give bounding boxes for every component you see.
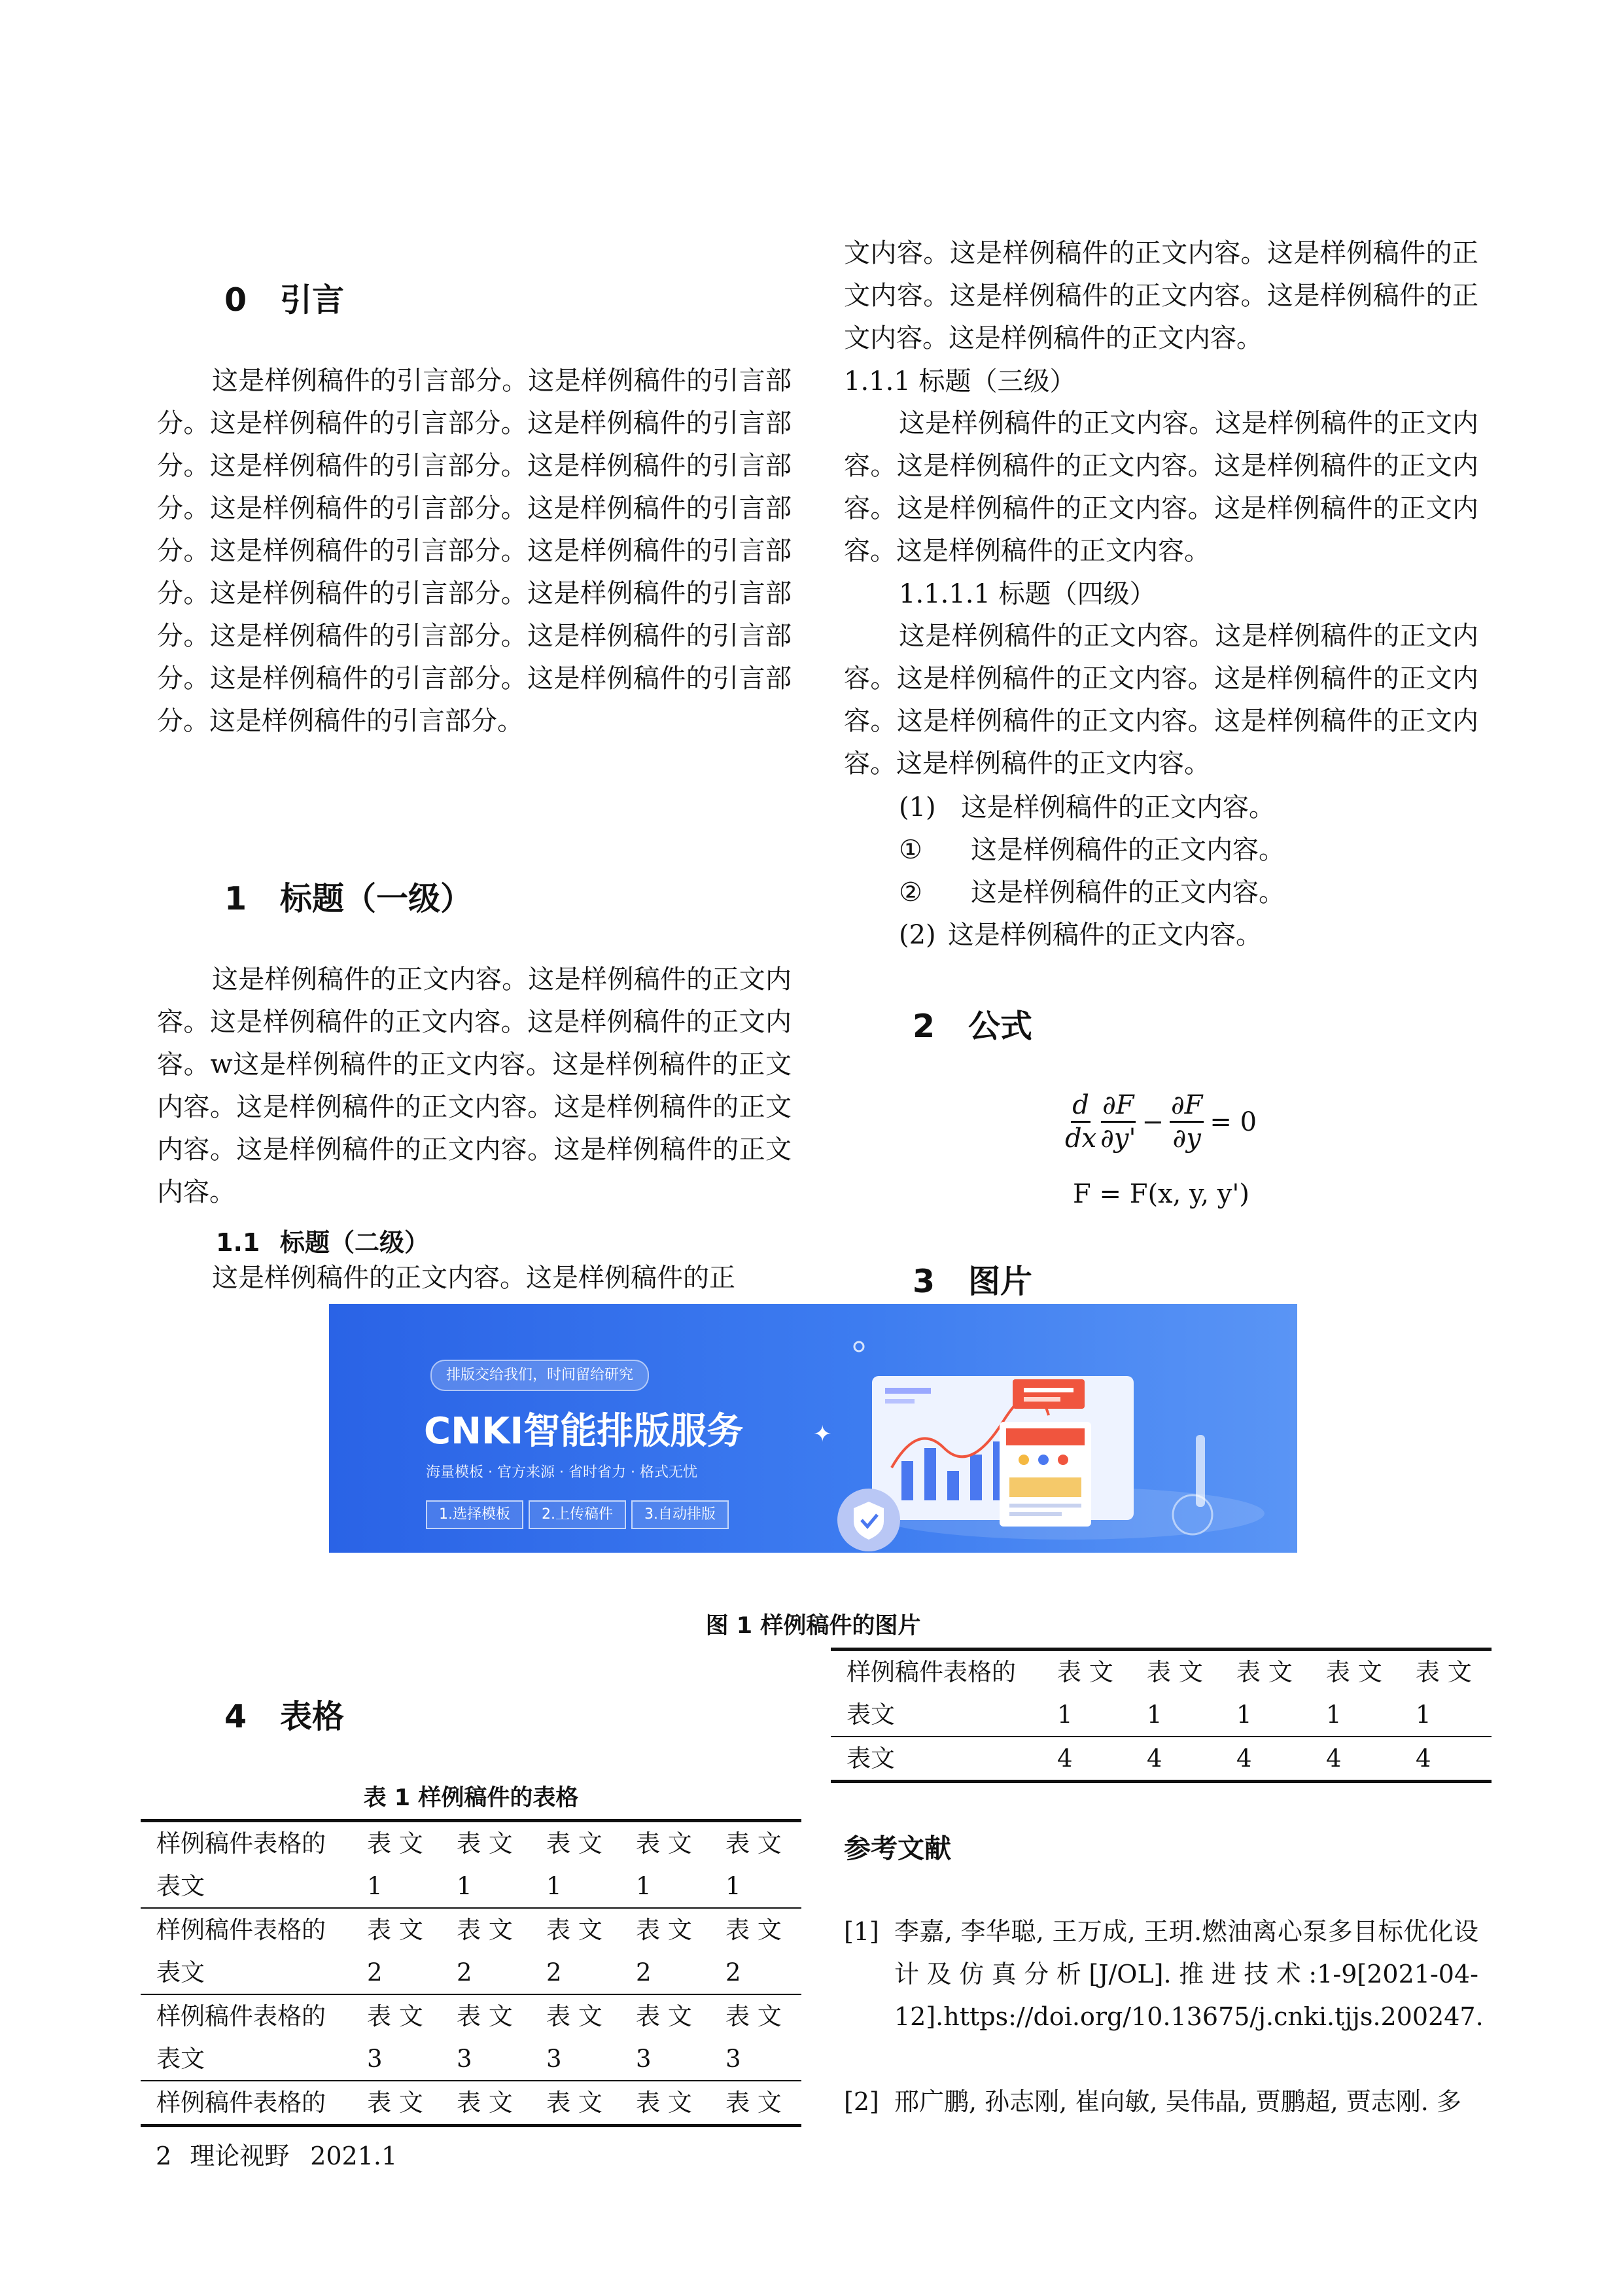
numerator: d bbox=[1071, 1089, 1091, 1123]
table-cell: 3 bbox=[546, 2045, 562, 2073]
light-beam bbox=[1196, 1435, 1205, 1507]
table-cell: 表 文 bbox=[636, 1829, 692, 1858]
reference-text: 邢广鹏, 孙志刚, 崔向敏, 吴伟晶, 贾鹏超, 贾志刚. 多 bbox=[894, 2087, 1461, 2116]
heading-title: 标题（一级） bbox=[280, 880, 473, 917]
reference-item bbox=[844, 1911, 1484, 2038]
list-text: 这是样例稿件的正文内容。 bbox=[971, 877, 1285, 908]
list-marker: (2) bbox=[899, 920, 936, 950]
table-cell: 表文 bbox=[846, 1701, 895, 1729]
table-row bbox=[141, 2081, 801, 2126]
heading-number: 2 bbox=[913, 1008, 935, 1045]
fraction-d-dx bbox=[1065, 1089, 1096, 1154]
denominator: dx bbox=[1065, 1123, 1097, 1154]
table-row bbox=[141, 2038, 801, 2081]
banner-step-1: 1.选择模板 bbox=[426, 1500, 523, 1529]
list-item bbox=[899, 829, 1285, 872]
table-cell: 表文 bbox=[156, 1958, 205, 1987]
equals-zero: = 0 bbox=[1210, 1106, 1257, 1137]
table-cell: 1 bbox=[1057, 1701, 1073, 1729]
list-item bbox=[899, 914, 1262, 957]
table-cell: 表 文 bbox=[367, 1829, 423, 1858]
heading-number: 3 bbox=[913, 1263, 935, 1300]
table-cell: 2 bbox=[636, 1958, 652, 1987]
table-cell: 2 bbox=[367, 1958, 383, 1987]
table-cell: 4 bbox=[1236, 1744, 1252, 1773]
table-cell: 3 bbox=[367, 2045, 383, 2073]
page-number: 2 bbox=[156, 2142, 172, 2170]
table-cell: 1 bbox=[725, 1872, 741, 1900]
table-cell: 1 bbox=[1147, 1701, 1162, 1729]
heading-number: 1 bbox=[224, 880, 247, 917]
sparkle-icon: ✦ bbox=[813, 1421, 832, 1447]
section-1-paragraph: 这是样例稿件的正文内容。这是样例稿件的正文内容。这是样例稿件的正文内容。这是样例稿件的正文内容。w这是样例稿件的正文内容。这是样例稿件的正文内容。这是样例稿件的正文内容。这是样例稿件的正文内容。这是样例稿件的正文内容。这是样例稿件的正文内容。 bbox=[157, 964, 792, 1207]
notification-card-icon bbox=[1013, 1379, 1085, 1409]
table-cell: 表 文 bbox=[367, 2002, 423, 2030]
heading-section-1-1-1-1: 1.1.1.1 标题（四级） bbox=[899, 579, 1156, 609]
table-caption: 表 1 样例稿件的表格 bbox=[363, 1785, 579, 1811]
table-cell: 表文 bbox=[156, 2045, 205, 2073]
chart-bar-icon bbox=[947, 1471, 959, 1500]
table-cell: 表 文 bbox=[725, 1829, 782, 1858]
table-cell: 1 bbox=[1416, 1701, 1431, 1729]
table-cell: 表 文 bbox=[636, 1916, 692, 1944]
document-image-block bbox=[1009, 1477, 1081, 1497]
list-marker: ② bbox=[899, 877, 922, 908]
banner-illustration bbox=[787, 1304, 1297, 1553]
table-cell: 表文 bbox=[156, 1872, 205, 1900]
table-cell: 4 bbox=[1326, 1744, 1342, 1773]
table-cell: 2 bbox=[725, 1958, 741, 1987]
table-cell: 表 文 bbox=[1147, 1658, 1203, 1686]
table-cell: 表 文 bbox=[725, 1916, 782, 1944]
table-cell: 表 文 bbox=[457, 2002, 513, 2030]
document-dot bbox=[1038, 1455, 1049, 1465]
heading-title: 引言 bbox=[280, 281, 345, 319]
reference-text: 李嘉, 李华聪, 王万成, 王玥.燃油离心泵多目标优化设计及仿真分析[J/OL].推进技术:1-9[2021-04-12].https://doi.org/10.13675/j.cnki.tjjs.200247. bbox=[894, 1917, 1484, 2031]
table-cell: 表 文 bbox=[1236, 1658, 1293, 1686]
document-dot bbox=[1019, 1455, 1029, 1465]
table-cell: 样例稿件表格的 bbox=[846, 1658, 1016, 1686]
table-cell: 4 bbox=[1057, 1744, 1073, 1773]
table-cell: 表 文 bbox=[1057, 1658, 1113, 1686]
denominator: ∂y' bbox=[1100, 1123, 1136, 1154]
table-cell: 表 文 bbox=[636, 2002, 692, 2030]
heading-section-1-1 bbox=[216, 1222, 429, 1258]
heading-section-1 bbox=[224, 874, 472, 919]
table-cell: 1 bbox=[1326, 1701, 1342, 1729]
table-cell: 样例稿件表格的 bbox=[156, 1829, 326, 1858]
table-cell: 表 文 bbox=[546, 1916, 602, 1944]
table-row bbox=[831, 1693, 1492, 1737]
section-1-1-1-1-paragraph: 这是样例稿件的正文内容。这是样例稿件的正文内容。这是样例稿件的正文内容。这是样例稿件的正文内容。这是样例稿件的正文内容。这是样例稿件的正文内容。这是样例稿件的正文内容。 bbox=[844, 621, 1478, 779]
table-cell: 表 文 bbox=[1416, 1658, 1472, 1686]
chart-bar-icon bbox=[901, 1461, 913, 1500]
table-cell: 1 bbox=[546, 1872, 562, 1900]
list-item bbox=[899, 872, 1285, 914]
heading-title: 图片 bbox=[968, 1263, 1033, 1300]
reference-number: [2] bbox=[844, 2087, 879, 2116]
table-cell: 表 文 bbox=[367, 1916, 423, 1944]
reference-item bbox=[844, 2081, 1478, 2123]
notification-line bbox=[1024, 1388, 1073, 1392]
table-cell: 表 文 bbox=[546, 2089, 602, 2117]
list-item bbox=[899, 786, 1275, 829]
table-row bbox=[141, 1908, 801, 1951]
table-cell: 1 bbox=[457, 1872, 472, 1900]
table-cell: 表 文 bbox=[1326, 1658, 1382, 1686]
heading-intro bbox=[224, 275, 344, 321]
minus-sign: − bbox=[1142, 1106, 1164, 1137]
list-text: 这是样例稿件的正文内容。 bbox=[948, 920, 1262, 950]
section-1-1-paragraph-start: 这是样例稿件的正文内容。这是样例稿件的正 bbox=[212, 1263, 735, 1293]
denominator: ∂y bbox=[1172, 1123, 1201, 1154]
table-cell: 1 bbox=[636, 1872, 652, 1900]
heading-section-2 bbox=[913, 1001, 1032, 1047]
table-1 bbox=[141, 1822, 801, 2127]
banner-tag-pill bbox=[430, 1360, 649, 1391]
figure-caption: 图 1 样例稿件的图片 bbox=[705, 1613, 921, 1639]
bubble-icon bbox=[854, 1342, 864, 1351]
page-footer bbox=[156, 2140, 397, 2172]
heading-section-1-1-1: 1.1.1 标题（三级） bbox=[844, 366, 1076, 397]
notification-line bbox=[1024, 1397, 1060, 1402]
table-cell: 表文 bbox=[846, 1744, 895, 1773]
table-cell: 样例稿件表格的 bbox=[156, 1916, 326, 1944]
table-row bbox=[141, 1865, 801, 1908]
table-cell: 4 bbox=[1147, 1744, 1162, 1773]
table-cell: 表 文 bbox=[725, 2002, 782, 2030]
heading-number: 4 bbox=[224, 1698, 247, 1735]
table-cell: 3 bbox=[457, 2045, 472, 2073]
table-1-continued bbox=[831, 1651, 1492, 1783]
banner-title: CNKI智能排版服务 bbox=[424, 1410, 744, 1453]
heading-title: 标题（二级） bbox=[280, 1228, 430, 1257]
table-cell: 4 bbox=[1416, 1744, 1431, 1773]
table-row bbox=[831, 1651, 1492, 1693]
table-cell: 3 bbox=[636, 2045, 652, 2073]
fraction-dF-dyprime bbox=[1100, 1089, 1136, 1154]
numerator: ∂F bbox=[1170, 1089, 1204, 1123]
heading-section-4 bbox=[224, 1691, 344, 1737]
reference-number: [1] bbox=[844, 1917, 879, 1946]
table-cell: 样例稿件表格的 bbox=[156, 2002, 326, 2030]
banner-step-2: 2.上传稿件 bbox=[529, 1500, 626, 1529]
heading-number: 0 bbox=[224, 281, 247, 319]
table-cell: 2 bbox=[546, 1958, 562, 1987]
banner-tag-text: 排版交给我们，时间留给研究 bbox=[446, 1367, 634, 1383]
table-row bbox=[831, 1737, 1492, 1782]
table-row bbox=[141, 1994, 801, 2038]
references-heading: 参考文献 bbox=[844, 1833, 951, 1864]
table-row bbox=[141, 1822, 801, 1865]
section-1-1-1-paragraph: 这是样例稿件的正文内容。这是样例稿件的正文内容。这是样例稿件的正文内容。这是样例稿件的正文内容。这是样例稿件的正文内容。这是样例稿件的正文内容。这是样例稿件的正文内容。 bbox=[844, 408, 1478, 566]
intro-paragraph: 这是样例稿件的引言部分。这是样例稿件的引言部分。这是样例稿件的引言部分。这是样例稿件的引言部分。这是样例稿件的引言部分。这是样例稿件的引言部分。这是样例稿件的引言部分。这是样例稿件的引言部分。这是样例稿件的引言部分。这是样例稿件的引言部分。这是样例稿件的引言部分。这是样例稿件的引言部分。这是样例稿件的引言部分。这是样例稿件的引言部分。这是样例稿件的引言部分。这是样例稿件的引言部分。这是样例稿件的引言部分。 bbox=[157, 366, 792, 736]
table-cell: 1 bbox=[367, 1872, 383, 1900]
list-text: 这是样例稿件的正文内容。 bbox=[961, 792, 1275, 822]
table-cell: 表 文 bbox=[636, 2089, 692, 2117]
table-cell: 表 文 bbox=[546, 2002, 602, 2030]
heading-title: 表格 bbox=[280, 1698, 345, 1735]
table-cell: 表 文 bbox=[457, 1829, 513, 1858]
document-line bbox=[1009, 1504, 1081, 1508]
chart-bar-icon bbox=[970, 1455, 982, 1500]
table-cell: 表 文 bbox=[546, 1829, 602, 1858]
table-cell: 1 bbox=[1236, 1701, 1252, 1729]
document-dot bbox=[1058, 1455, 1068, 1465]
journal-name: 理论视野 bbox=[190, 2142, 290, 2170]
table-cell: 样例稿件表格的 bbox=[156, 2089, 326, 2117]
table-cell: 表 文 bbox=[725, 2089, 782, 2117]
numerator: ∂F bbox=[1101, 1089, 1135, 1123]
list-marker: ① bbox=[899, 835, 922, 865]
banner-subtitle: 海量模板 · 官方来源 · 省时省力 · 格式无忧 bbox=[426, 1464, 697, 1481]
list-text: 这是样例稿件的正文内容。 bbox=[971, 835, 1285, 865]
banner-step-3: 3.自动排版 bbox=[631, 1500, 729, 1529]
table-cell: 表 文 bbox=[457, 1916, 513, 1944]
formula-function-definition: F = F(x, y, y') bbox=[1073, 1179, 1249, 1209]
formula-euler-lagrange bbox=[1063, 1089, 1257, 1154]
heading-title: 公式 bbox=[968, 1008, 1033, 1045]
table-cell: 3 bbox=[725, 2045, 741, 2073]
document-line bbox=[1009, 1512, 1062, 1516]
list-marker: (1) bbox=[899, 792, 936, 822]
figure-banner-image bbox=[329, 1304, 1297, 1553]
heading-number: 1.1 bbox=[216, 1228, 260, 1257]
fraction-dF-dy bbox=[1170, 1089, 1204, 1154]
table-cell: 2 bbox=[457, 1958, 472, 1987]
document-header bbox=[1006, 1428, 1085, 1445]
chart-bar-icon bbox=[924, 1448, 936, 1500]
journal-issue: 2021.1 bbox=[310, 2142, 398, 2170]
heading-section-3 bbox=[913, 1256, 1032, 1302]
table-row bbox=[141, 1951, 801, 1994]
monitor-title-bar bbox=[885, 1388, 931, 1394]
table-cell: 表 文 bbox=[457, 2089, 513, 2117]
table-cell: 表 文 bbox=[367, 2089, 423, 2117]
monitor-subtitle-bar bbox=[885, 1399, 915, 1404]
section-1-1-paragraph-continued: 文内容。这是样例稿件的正文内容。这是样例稿件的正文内容。这是样例稿件的正文内容。这是样例稿件的正文内容。这是样例稿件的正文内容。 bbox=[844, 238, 1478, 353]
